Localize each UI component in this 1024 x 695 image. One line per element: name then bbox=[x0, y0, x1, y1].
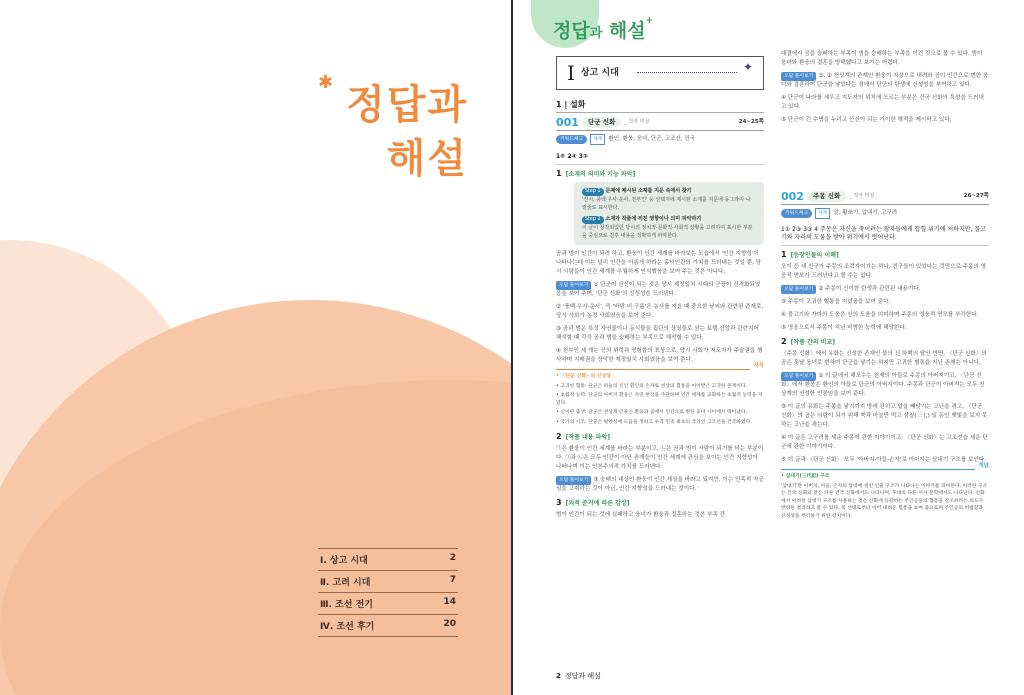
answer-page bbox=[513, 0, 1024, 695]
answer-badge: 오답 풀이보기 bbox=[556, 476, 591, 485]
question-title: [외적 준거에 따른 감상] bbox=[565, 500, 630, 507]
explanation-text: ② 주몽이 신이한 탄생과 관련된 내용이다. bbox=[818, 286, 921, 292]
note-label: 지식 bbox=[750, 363, 764, 371]
unit-title: 주몽 신화 bbox=[807, 191, 846, 202]
question-number: 1 bbox=[556, 169, 562, 178]
question-number: 2 bbox=[781, 337, 787, 346]
answer-summary: 1⑤ 2④ 3③ bbox=[556, 149, 764, 165]
explanation-text: ⑤ 이 글과 〈단군 신화〉 모두 '아버지-아들-손자'로 이어지는 삼대기 구조를 보인다. bbox=[781, 457, 986, 463]
explanation-text: 곰과 범이 인간이 되려 하고, 환웅이 인간 세계를 바라보는 모습에서 '인간 지향성'이 나타나는데 이는 널리 인간을 이롭게 하라는 홍익인간의 가치를 드러내는 것일 뿐, 당시 사람들이 인간 세계를 우월하게 인식했음을 보여 주는 것은 아니다. bbox=[556, 251, 762, 275]
note-title: • 〈단군 신화〉의 신성성 bbox=[556, 374, 611, 379]
right-column bbox=[781, 50, 989, 526]
step-body: 이 글이 창작되었던 당시의 정치적·문화적·사회적 상황을 고려하여 표시한 부분을 중심으로 전후 내용을 정확하게 파악한다. bbox=[582, 225, 753, 239]
keyword-list: 환인, 환웅, 웅녀, 단군, 고조선, 건국 bbox=[608, 136, 696, 142]
keyword-row bbox=[781, 208, 989, 219]
unit-number: 002 bbox=[781, 190, 804, 203]
unit-header bbox=[781, 191, 989, 205]
explanation-text: ④ 단군이 나라를 세우고 지도자의 위치에 오르는 부분은 건국 신화의 특성을 드러내고 있다. bbox=[781, 95, 984, 110]
note-body: '삼대기'란 아버지, 아들, 손자의 삼대에 걸친 인물 구조가 나타나는 이야기를 의미한다. 이러한 구조는 건국 신화와 같은 다른 건국 신화에서도 나타나며, 후대의 다른 서사 문학에서도 나타난다. 신화에서 이러한 삼대기 구조를 사용하는 것은 신화에 등장하는 주인공들의 혈통을 강조하려는 의도가 반영된 결과라고 볼 수 있다. 즉 선대로부터 이어 내려온 혈통을 보여 줌으로써 주인공의 비범함과 신성성을 부각하기 위한 장치이다. bbox=[781, 483, 988, 519]
answer-badge: 오답 풀이보기 bbox=[781, 72, 816, 81]
page-number: 2 bbox=[556, 672, 561, 680]
note-item: • 초월적 능력: 단군의 아버지 환웅은 자연 현상을 주관하며 인간 세계를 교화하는 초월적 능력을 지녔다. bbox=[556, 393, 763, 406]
question-number: 2 bbox=[556, 432, 562, 441]
spacer bbox=[781, 129, 989, 191]
wrong-answer-explanation bbox=[556, 476, 764, 494]
question-heading bbox=[781, 337, 989, 347]
question-title: [작품 간의 비교] bbox=[790, 339, 836, 346]
toc-item[interactable] bbox=[318, 615, 458, 637]
explanation-text: ①, ② 천상계의 존재인 환웅이 지상으로 내려와 곰이 인간으로 변한 웅녀와 결혼하여 단군을 낳았다는 점에서 단군의 탄생에 신성성을 부여하고 있다. bbox=[781, 73, 989, 88]
wrong-answer-explanation bbox=[781, 372, 989, 399]
toc-item[interactable] bbox=[318, 593, 458, 615]
unit-pages: 24~25쪽 bbox=[738, 119, 764, 125]
step-body: '신시, 풍백·우사·운사, 천부인' 등 선택지에 제시된 소재를 지문에 동그라미 나 밑줄로 표시한다. bbox=[582, 197, 751, 211]
question-number: 3 bbox=[556, 498, 562, 507]
answer-summary: 1① 2③ 3③ 4 주몽은 자신을 죽이려는 왕자들에게 잡힐 위기에 처하지만, 물고기와 자라의 도움을 받아 위기에서 벗어난다. bbox=[781, 223, 989, 246]
question-heading bbox=[556, 169, 764, 179]
question-heading bbox=[556, 432, 764, 442]
keyword-row bbox=[556, 134, 764, 145]
dotted-line bbox=[637, 72, 737, 73]
toc-item[interactable] bbox=[318, 548, 458, 571]
explanation-text: ② '풍백·우사·운사', 즉 '바람·비·구름'은 농사를 지을 때 중요한 날씨와 관련된 존재로, 당시 사회가 농경 사회였음을 보여 준다. bbox=[556, 304, 764, 319]
chapter-roman: I bbox=[567, 60, 575, 85]
keyword-list: 알, 활쏘기, 압대기, 고구려 bbox=[833, 210, 898, 216]
cover-title-line1: 정답과 bbox=[346, 82, 468, 128]
explanation-text: ⑤ 단군이 긴 수명을 누리고 산신이 되는 기이한 행적을 제시하고 있다. bbox=[781, 117, 952, 123]
answer-badge: 오답 풀이보기 bbox=[781, 372, 816, 381]
title-part-c: 해설 bbox=[608, 20, 646, 42]
question-title: [소재의 의미와 기능 파악] bbox=[565, 171, 636, 178]
explanation-text: ④ 이 글은 고구려를 세운 주몽에 관한 이야기이고, 〈단군 신화〉는 고조선을 세운 단군에 관한 이야기이다. bbox=[781, 435, 988, 450]
step-guide-box bbox=[574, 182, 764, 245]
question-number: 1 bbox=[781, 250, 787, 259]
unit-author: _ 작자 미상 bbox=[849, 193, 875, 199]
keyword-badge: 키워드체크 bbox=[781, 209, 812, 218]
explanation-text: ③ 곰과 범은 특정 자연물이나 동식물을 집단의 상징물로 삼는 토템 신앙과 관련지어 해석할 때 각각 곰과 범을 숭배하는 부족으로 해석할 수 있다. bbox=[556, 326, 759, 341]
toc-label: Ⅰ. 상고 시대 bbox=[320, 556, 368, 566]
explanation-text: 〈주몽 신화〉에서 유화는 신성한 존재인 물의 신 하백의 딸인 반면, 〈단군 신화〉의 곰은 훗날 웅녀로 변하여 단군을 낳기는 하지만 고귀한 혈통을 지닌 존재는 아니다. bbox=[781, 351, 987, 366]
question-title: [등장인물의 이해] bbox=[790, 252, 839, 259]
left-column bbox=[556, 56, 764, 524]
wrong-answer-explanation bbox=[781, 285, 989, 294]
answer-badge: 오답 풀이보기 bbox=[556, 281, 591, 290]
toc-label: Ⅳ. 조선 후기 bbox=[320, 622, 375, 632]
section-heading: 1 | 설화 bbox=[556, 100, 764, 113]
keyword-tag: 제재 bbox=[590, 134, 605, 145]
unit-number: 001 bbox=[556, 116, 579, 129]
toc-page: 2 bbox=[449, 553, 456, 563]
explanation-text: ③ 주몽이 고귀한 혈통을 지녔음을 보여 준다. bbox=[781, 299, 891, 305]
explanation-text: ④ 물고기와 자라의 도움은 신의 도움을 의미하며 주몽의 영웅적 면모를 부각한다. bbox=[781, 312, 979, 318]
wrong-answer-explanation bbox=[556, 281, 764, 299]
sparkle-icon: ✦ bbox=[742, 60, 753, 74]
step-title: 소재가 작품에 끼친 영향이나 의미 파악하기 bbox=[605, 216, 702, 222]
chapter-title: 상고 시대 bbox=[580, 67, 619, 78]
answer-badge: 오답 풀이보기 bbox=[781, 285, 816, 294]
explanation-text: ③ 숭배의 대상인 환웅이 인간 세상을 바라고 있지만, 이는 민족적 자긍심을 고취하는 것이 아닌, 인간 지향성을 드러내는 것이다. bbox=[556, 477, 764, 492]
step-badge: Step 1 bbox=[582, 188, 604, 196]
table-of-contents bbox=[318, 548, 458, 637]
unit-author: _ 작자 미상 bbox=[624, 119, 650, 125]
wrong-answer-explanation bbox=[781, 72, 989, 90]
question-heading bbox=[556, 498, 764, 508]
toc-page: 7 bbox=[449, 575, 456, 585]
plus-icon: + bbox=[645, 16, 654, 26]
note-title: • 삼대기(三代記) 구조 bbox=[781, 474, 830, 479]
toc-page: 14 bbox=[443, 597, 456, 607]
note-label: 개념 bbox=[975, 463, 989, 471]
keyword-tag: 제재 bbox=[815, 208, 830, 219]
explanation-text: 대결에서 곰을 숭배하는 부족이 범을 숭배하는 부족을 이긴 것으로 볼 수 있다. 범이 웅녀와 환웅의 결혼을 방해했다고 보기는 어렵다. bbox=[781, 51, 983, 66]
note-item: • 고귀한 혈통: 단군은 하늘의 신인 환인의 손자로 천상의 혈통을 이어받은 고귀한 존재이다. bbox=[556, 383, 748, 389]
step-title: 문제에 제시된 소재를 지문 속에서 찾기 bbox=[605, 188, 692, 194]
toc-label: Ⅱ. 고려 시대 bbox=[320, 578, 371, 588]
toc-page: 20 bbox=[443, 619, 456, 629]
keyword-badge: 키워드체크 bbox=[556, 135, 587, 144]
explanation-text: ⑤ 영웅으로서 주몽이 지닌 비범한 능력에 해당한다. bbox=[781, 325, 907, 331]
note-item: • 신이한 출생: 단군은 천상계 인물인 환웅과 곰에서 인간으로 변한 웅녀 사이에서 태어났다. bbox=[556, 410, 748, 415]
question-heading bbox=[781, 250, 989, 260]
page-footer bbox=[556, 671, 601, 681]
unit-header bbox=[556, 117, 764, 131]
explanation-text: 범이 인간이 되는 것에 실패하고 웅녀가 환웅과 결혼하는 것은 부족 간 bbox=[556, 512, 726, 518]
toc-label: Ⅲ. 조선 전기 bbox=[320, 600, 373, 610]
sparkle-icon: ✱ bbox=[318, 72, 334, 93]
explanation-text: ③ 이 글의 유화는 주몽을 낳기까지 방에 갇히고 알을 빼앗기는 고난을 겪고, 〈단군 신화〉의 곰은 사람이 되기 위해 쑥과 마늘만 먹고 삼칠(三七) 일 동안 햇빛을 보지 못하는 고난을 겪는다. bbox=[781, 404, 988, 428]
question-title: [작품 내용 파악] bbox=[565, 434, 611, 441]
step-badge: Step 2 bbox=[582, 216, 604, 224]
explanation-text: ① 이 글에서 해모수는 천제의 아들로 주몽의 아버지이고, 〈단군 신화〉에서 환웅은 환인의 아들로 단군의 아버지이다. 주몽과 단군이 아버지는 모두 천상계의 신성한 인물임을 보여 준다. bbox=[781, 373, 985, 397]
cover-title-line2: 해설 bbox=[386, 136, 468, 182]
footer-label: 정답과 해설 bbox=[564, 672, 601, 680]
toc-item[interactable] bbox=[318, 571, 458, 593]
explanation-text: ㉠은 환웅이 인간 세계를 바라는 부분이고, ㉡은 곰과 범이 사람이 되기를 비는 부분이다. ㉠과 ㉡은 모두 인간이 아닌 존재들이 인간 세계에 관심을 보이는 인간 지향성이 나타나며 이는 인본주의적 가치를 드러낸다. bbox=[556, 446, 764, 470]
cover-title bbox=[318, 78, 468, 186]
note-item: • 국가의 시조: 단군은 평양성에 도읍을 정하고 우리 민족 최초의 국가인 고조선을 건국하였다. bbox=[556, 419, 752, 425]
title-part-a: 정답 bbox=[553, 20, 590, 42]
unit-title: 단군 신화 bbox=[582, 117, 621, 128]
concept-note bbox=[781, 463, 989, 520]
page-title bbox=[553, 16, 653, 43]
knowledge-note bbox=[556, 363, 764, 426]
explanation-text: ④ 천부인 세 개는 신의 위력과 영험함의 표상으로, 당시 사회가 지도자가 주술권을 행사하며 지배권을 장악한 제정일치 사회였음을 보여 준다. bbox=[556, 348, 763, 363]
unit-pages: 26~27쪽 bbox=[963, 193, 989, 199]
explanation-text: ① 단군이 산신이 되는 것은 당시 제정일치 시대의 군장이 신격화되었음을 보여 주며, '단군 신화'의 신성성을 드러낸다. bbox=[556, 282, 761, 297]
explanation-text: 오이 등 세 친구가 주몽의 조력자이기는 하나, 친구들이 있었다는 것만으로 주몽의 영웅적 면모가 드러난다고 볼 수는 없다. bbox=[781, 264, 987, 279]
title-part-b: 과 bbox=[589, 26, 603, 41]
chapter-heading bbox=[556, 56, 764, 90]
